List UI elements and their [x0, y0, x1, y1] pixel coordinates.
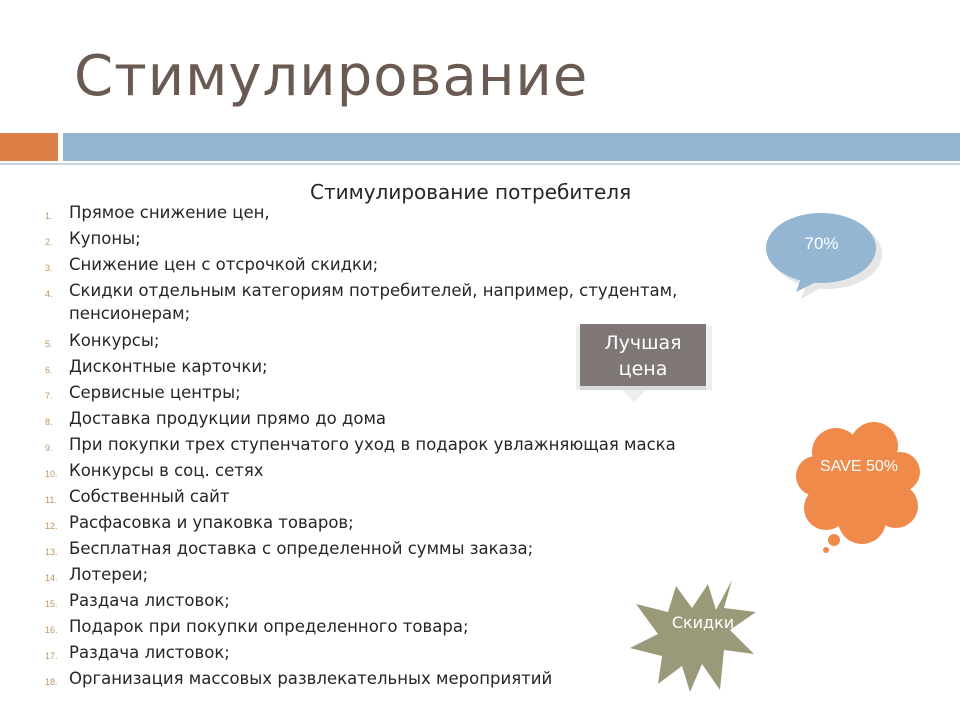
cloud-icon	[796, 422, 926, 554]
discount-text: Скидки	[671, 613, 735, 632]
list-text: Конкурсы;	[69, 331, 160, 350]
list-item	[0, 484, 760, 510]
list-number: 5.	[45, 339, 53, 349]
list-number: 8.	[45, 417, 53, 427]
list-text: Лотереи;	[69, 565, 149, 584]
list-text: При покупки трех ступенчатого уход в подарок увлажняющая маска	[69, 435, 676, 454]
list-number: 15.	[45, 599, 58, 609]
list-number: 12.	[45, 521, 58, 531]
starburst-icon	[628, 578, 758, 694]
list-text: Организация массовых развлекательных мероприятий	[69, 669, 553, 688]
list-number: 4.	[45, 289, 53, 299]
list-text: Бесплатная доставка с определенной суммы заказа;	[69, 539, 534, 558]
list-number: 18.	[45, 677, 58, 687]
list-text: Доставка продукции прямо до дома	[69, 409, 387, 428]
list-item	[0, 510, 760, 536]
accent-bar-blue	[63, 133, 960, 161]
slide-subtitle: Стимулирование потребителя	[310, 180, 632, 204]
list-item	[0, 278, 760, 328]
best-price-label	[574, 322, 714, 406]
list-number: 3.	[45, 263, 53, 273]
percent-speech-bubble	[764, 210, 884, 300]
list-number: 14.	[45, 573, 58, 583]
list-text: Скидки отдельным категориям потребителей, например, студентам, пенсионерам;	[69, 281, 678, 323]
list-text: Раздача листовок;	[69, 643, 230, 662]
list-text: Прямое снижение цен,	[69, 203, 270, 222]
list-number: 1.	[45, 211, 53, 221]
list-item	[0, 200, 760, 226]
list-item	[0, 536, 760, 562]
list-number: 11.	[45, 495, 57, 505]
list-number: 2.	[45, 237, 53, 247]
list-text: Подарок при покупки определенного товара;	[69, 617, 469, 636]
bubble-label: 70%	[804, 234, 839, 253]
list-text: Конкурсы в соц. сетях	[69, 461, 264, 480]
list-item	[0, 406, 760, 432]
list-item	[0, 226, 760, 252]
speech-bubble-icon	[764, 210, 884, 300]
list-text: Снижение цен с отсрочкой скидки;	[69, 255, 379, 274]
slide-title: Стимулирование	[74, 44, 589, 109]
discount-starburst	[628, 578, 758, 694]
list-text: Дисконтные карточки;	[69, 357, 268, 376]
list-number: 13.	[45, 547, 58, 557]
accent-bar-orange	[0, 133, 58, 161]
list-item	[0, 252, 760, 278]
save-cloud	[796, 422, 926, 554]
save-text: SAVE 50%	[820, 458, 898, 475]
accent-underline	[0, 163, 960, 165]
list-number: 9.	[45, 443, 53, 453]
best-price-text: Лучшая цена	[604, 332, 682, 380]
list-number: 6.	[45, 365, 53, 375]
list-text: Купоны;	[69, 229, 141, 248]
list-item	[0, 432, 760, 458]
list-text: Расфасовка и упаковка товаров;	[69, 513, 354, 532]
list-number: 10.	[45, 469, 58, 479]
list-number: 7.	[45, 391, 53, 401]
list-item	[0, 458, 760, 484]
list-text: Сервисные центры;	[69, 383, 241, 402]
list-text: Собственный сайт	[69, 487, 230, 506]
list-text: Раздача листовок;	[69, 591, 230, 610]
list-number: 16.	[45, 625, 58, 635]
list-number: 17.	[45, 651, 58, 661]
